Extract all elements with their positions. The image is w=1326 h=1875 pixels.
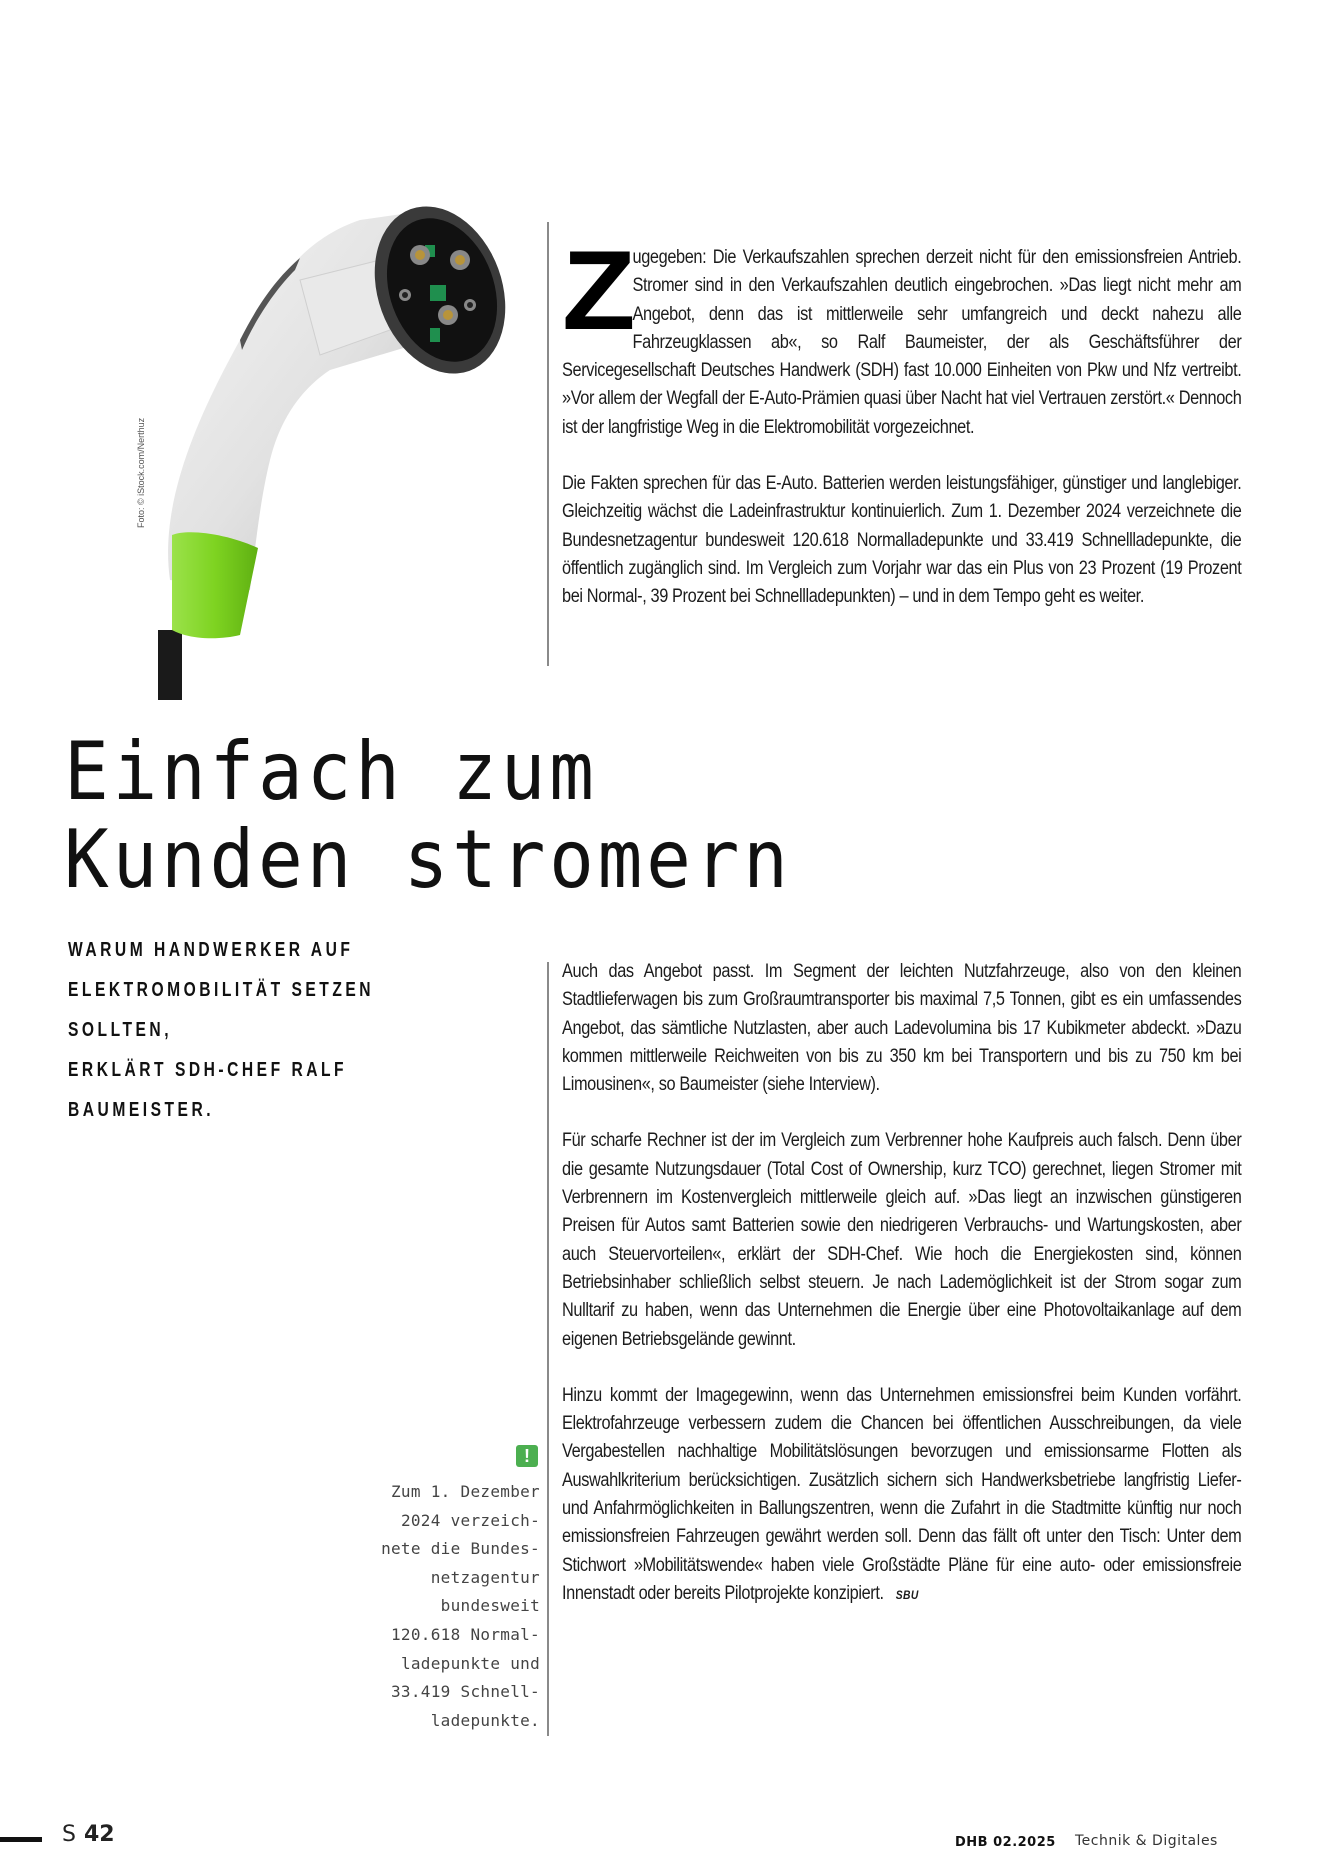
title-line-2: Kunden stromern xyxy=(64,813,792,906)
body-paragraph-3-text: Hinzu kommt der Imagegewinn, wenn das Unternehmen emissionsfrei beim Kunden vorfährt. Elektrofahrzeuge verbessern zudem die Chancen bei öffentlichen Ausschreibungen, da viele Vergabestellen nachhaltige Mobilitätslösungen bevorzugen und emissionsarme Flotten als Auswahlkriterium berücksichtigen. Zusätzlich sichern sich Handwerksbetriebe langfristig Liefer- und Anfahrmöglichkeiten in Ballungszentren, wenn die Zufahrt in die Stadtmitte künftig nur noch emissionsfreien Fahrzeugen gewährt werden soll. Denn das fällt oft unter den Tisch: Unter dem Stichwort »Mobilitätswende« haben viele Großstädte Pläne für eine auto- oder emissionsfreie Innenstadt oder bereits Pilotprojekte konzipiert. xyxy=(562,1384,1242,1604)
column-divider-bottom xyxy=(547,962,549,1736)
body-paragraph-1: Auch das Angebot passt. Im Segment der leichten Nutzfahrzeuge, also von den kleinen Stadtlieferwagen bis zum Großraumtransporter bis maximal 7,5 Tonnen, gibt es ein umfassendes Angebot, das sämtliche Nutzlasten, aber auch Ladevolumina bis 17 Kubikmeter abdeckt. »Dazu kommen mittlerweile Reichweiten von bis zu 350 km bei Transportern und bis zu 750 km bei Limousinen«, so Baumeister (siehe Interview). xyxy=(562,961,1242,1096)
author-initials: SBU xyxy=(895,1587,919,1602)
column-divider-top xyxy=(547,222,549,666)
sidebar-fact xyxy=(360,1478,540,1735)
issue-label: DHB 02.2025 xyxy=(955,1835,1056,1850)
sidebar-line: 2024 verzeich- xyxy=(400,1510,540,1530)
charger-plug-photo xyxy=(130,180,530,700)
ev-plug-illustration xyxy=(130,180,530,700)
intro-text xyxy=(562,228,1242,612)
page-prefix: S xyxy=(62,1822,76,1847)
body-text xyxy=(562,958,1241,1609)
subhead-line-2: ELEKTROMOBILITÄT SETZEN SOLLTEN, xyxy=(68,979,375,1041)
section-label: Technik & Digitales xyxy=(1075,1833,1218,1849)
photo-credit: Foto: © iStock.com/Nerthuz xyxy=(136,417,146,528)
page-number xyxy=(62,1822,115,1847)
body-paragraph-3 xyxy=(562,1382,1241,1609)
sidebar-line: ladepunkte und xyxy=(400,1653,540,1673)
sidebar-line: 33.419 Schnell- xyxy=(391,1682,540,1702)
sidebar-line: ladepunkte. xyxy=(430,1710,540,1730)
sidebar-line: Zum 1. Dezember xyxy=(391,1482,540,1501)
drop-cap: Z xyxy=(562,228,636,353)
page-title xyxy=(64,725,792,906)
page-number-value: 42 xyxy=(83,1822,115,1847)
title-line-1: Einfach zum xyxy=(64,725,598,818)
subhead-line-1: WARUM HANDWERKER AUF xyxy=(68,939,354,961)
body-paragraph-2: Für scharfe Rechner ist der im Vergleich zum Verbrenner hohe Kaufpreis auch falsch. Denn über die gesamte Nutzungsdauer (Total Cost of Ownership, kurz TCO) gerechnet, liegen Stromer mit Verbrennern im Kostenvergleich mittlerweile gleich auf. »Das liegt an inzwischen günstigeren Preisen für Autos samt Batterien sowie den niedrigeren Verbrauchs- und Wartungskosten, aber auch Steuervorteilen«, erklärt der SDH-Chef. Wie hoch die Energiekosten sind, können Betriebsinhaber schließlich selbst steuern. Je nach Lademöglichkeit ist der Strom sogar zum Nulltarif zu haben, wenn das Unternehmen die Energie über eine Photovoltaikanlage auf dem eigenen Betriebsgelände gewinnt. xyxy=(562,1130,1242,1350)
sidebar-line: nete die Bundes- xyxy=(381,1539,540,1559)
footer-rule xyxy=(0,1837,42,1842)
sidebar-line: netzagentur xyxy=(430,1567,540,1587)
intro-paragraph-2: Die Fakten sprechen für das E-Auto. Batterien werden leistungsfähiger, günstiger und langlebiger. Gleichzeitig wächst die Ladeinfrastruktur kontinuierlich. Zum 1. Dezember 2024 verzeichnete die Bundesnetzagentur bundesweit 120.618 Normalladepunkte und 33.419 Schnellladepunkte, die öffentlich zugänglich sind. Im Vergleich zum Vorjahr war das ein Plus von 23 Prozent (19 Prozent bei Normal-, 39 Prozent bei Schnellladepunkten) – und in dem Tempo geht es weiter. xyxy=(562,473,1242,608)
subhead-line-3: ERKLÄRT SDH-CHEF RALF BAUMEISTER. xyxy=(68,1059,348,1121)
intro-paragraph-1: ugegeben: Die Verkaufszahlen sprechen derzeit nicht für den emissionsfreien Antrieb. Stromer sind in den Verkaufszahlen deutlich eingebrochen. »Das liegt nicht mehr am Angebot, denn das ist mittlerweile sehr umfangreich und deckt nahezu alle Fahrzeugklassen ab«, so Ralf Baumeister, der als Geschäftsführer der Servicegesellschaft Deutsches Handwerk (SDH) fast 10.000 Einheiten von Pkw und Nfz vertreibt. »Vor allem der Wegfall der E-Auto-Prämien quasi über Nacht hat viel Vertrauen zerstört.« Dennoch ist der langfristige Weg in die Elektromobilität vorgezeichnet. xyxy=(562,247,1242,438)
subheadline xyxy=(68,930,474,1130)
sidebar-line: bundesweit xyxy=(440,1596,540,1616)
sidebar-line: 120.618 Normal- xyxy=(391,1624,540,1644)
exclamation-icon: ! xyxy=(516,1445,538,1467)
